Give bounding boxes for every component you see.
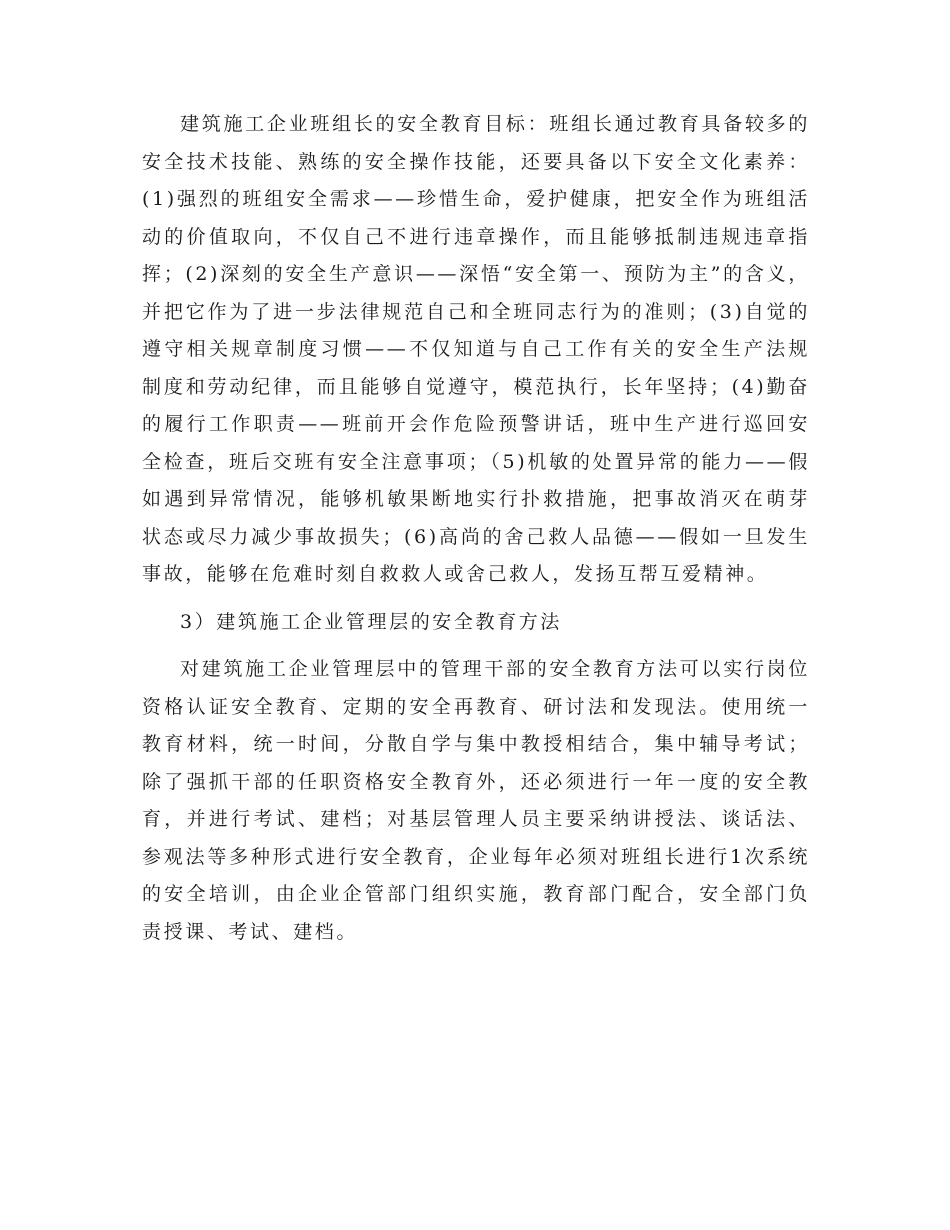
section-heading-management-methods: 3）建筑施工企业管理层的安全教育方法 [180, 610, 562, 633]
paragraph-management-methods: 对建筑施工企业管理层中的管理干部的安全教育方法可以实行岗位资格认证安全教育、定期的安全再教育、研讨法和发现法。使用统一教育材料，统一时间，分散自学与集中教授相结合，集中辅导考试；除了强抓干部的任职资格安全教育外，还必须进行一年一度的安全教育，并进行考试、建档；对基层管理人员主要采纳讲授法、谈话法、参观法等多种形式进行安全教育，企业每年必须对班组长进行1次系统的安全培训，由企业企管部门组织实施，教育部门配合，安全部门负责授课、考试、建档。 [142, 658, 810, 943]
document-body [142, 106, 810, 951]
paragraph-team-leader-goals: 建筑施工企业班组长的安全教育目标：班组长通过教育具备较多的安全技术技能、熟练的安全操作技能，还要具备以下安全文化素养：(1)强烈的班组安全需求——珍惜生命，爱护健康，把安全作为班组活动的价值取向，不仅自己不进行违章操作，而且能够抵制违规违章指挥；(2)深刻的安全生产意识——深悟“安全第一、预防为主”的含义，并把它作为了进一步法律规范自己和全班同志行为的准则；(3)自觉的遵守相关规章制度习惯——不仅知道与自己工作有关的安全生产法规制度和劳动纪律，而且能够自觉遵守，模范执行，长年坚持；(4)勤奋的履行工作职责——班前开会作危险预警讲话，班中生产进行巡回安全检查，班后交班有安全注意事项；（5)机敏的处置异常的能力——假如遇到异常情况，能够机敏果断地实行扑救措施，把事故消灭在萌芽状态或尽力减少事故损失；(6)高尚的舍己救人品德——假如一旦发生事故，能够在危难时刻自救救人或舍己救人，发扬互帮互爱精神。 [142, 113, 810, 585]
